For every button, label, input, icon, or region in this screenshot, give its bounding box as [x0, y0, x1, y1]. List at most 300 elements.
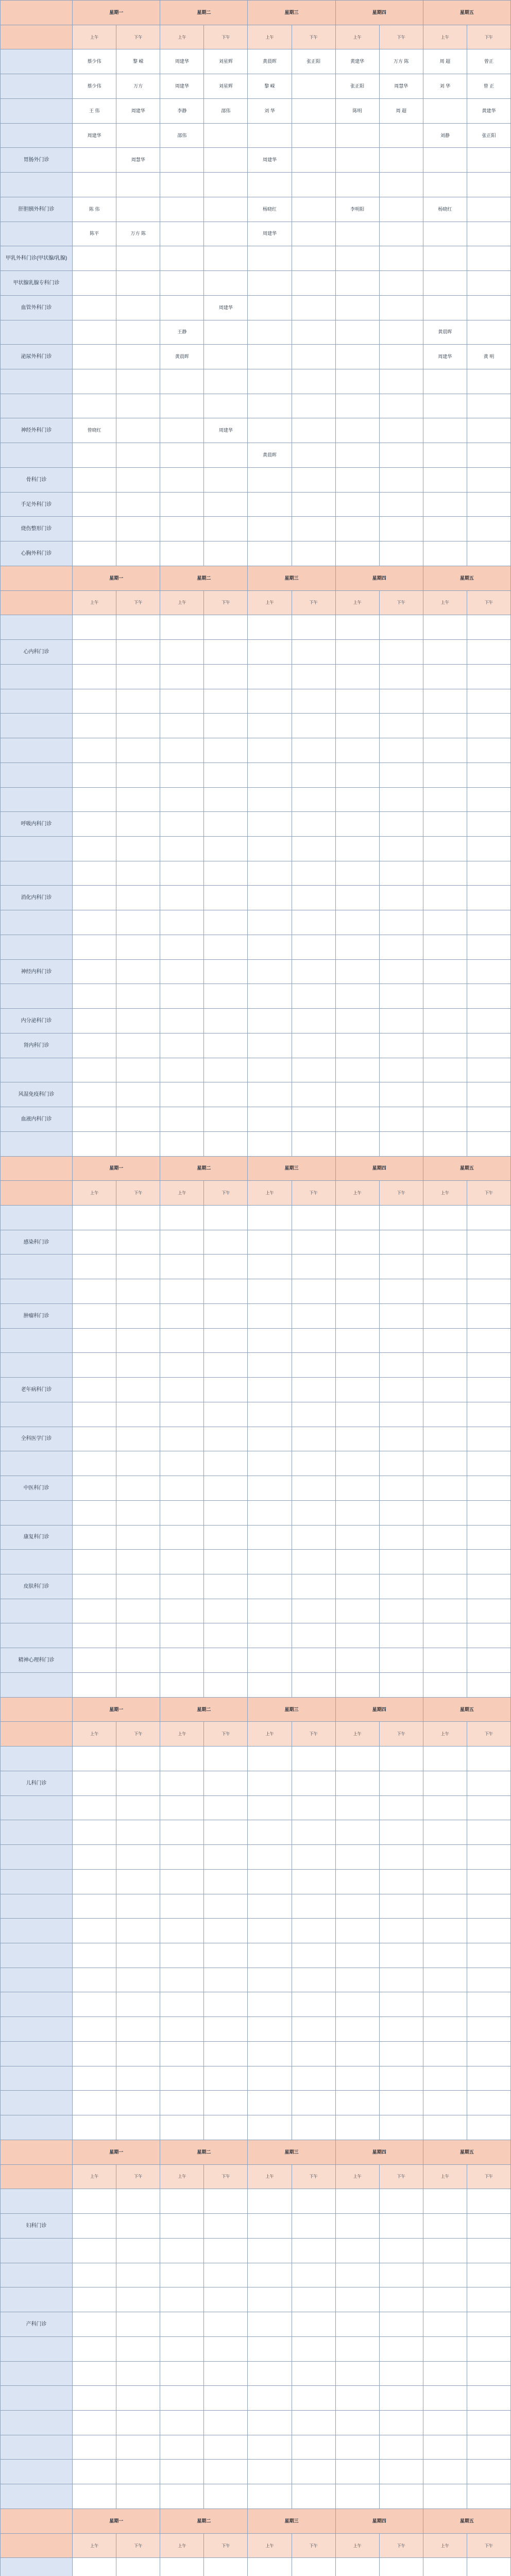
- doctor-cell: [292, 1082, 335, 1107]
- afternoon-header: 下午: [292, 1722, 335, 1747]
- doctor-cell: [160, 271, 204, 296]
- doctor-cell: [467, 2263, 510, 2287]
- doctor-cell: [379, 197, 423, 222]
- doctor-cell: [160, 640, 204, 665]
- doctor-cell: [204, 2214, 248, 2239]
- doctor-cell: [423, 541, 467, 566]
- table-row: [1, 1033, 511, 1058]
- doctor-cell: [160, 787, 204, 812]
- doctor-cell: [467, 197, 510, 222]
- doctor-cell: [204, 222, 248, 246]
- department-label: 精神心理科门诊: [1, 1648, 73, 1673]
- morning-header: 上午: [73, 1181, 116, 1206]
- department-label: [1, 2287, 73, 2312]
- table-row: [1, 1107, 511, 1132]
- department-label: [1, 2115, 73, 2140]
- doctor-cell: [116, 836, 160, 861]
- doctor-cell: [292, 1672, 335, 1697]
- doctor-cell: [248, 2263, 292, 2287]
- doctor-cell: [248, 1427, 292, 1451]
- doctor-cell: [335, 1672, 379, 1697]
- doctor-cell: [379, 1328, 423, 1353]
- doctor-cell: [379, 1353, 423, 1378]
- doctor-cell: [335, 1500, 379, 1525]
- doctor-cell: [116, 1451, 160, 1476]
- morning-header: 上午: [335, 1722, 379, 1747]
- doctor-cell: [116, 467, 160, 492]
- department-label: [1, 714, 73, 738]
- table-row: [1, 1599, 511, 1623]
- department-label: 心内科门诊: [1, 640, 73, 665]
- doctor-cell: [248, 2066, 292, 2091]
- doctor-cell: 王静: [160, 320, 204, 345]
- doctor-cell: [248, 2091, 292, 2115]
- doctor-cell: [467, 1672, 510, 1697]
- doctor-cell: [204, 1451, 248, 1476]
- doctor-cell: [204, 1058, 248, 1082]
- day-header: 星期二: [160, 566, 248, 590]
- morning-header: 上午: [248, 1722, 292, 1747]
- department-label: [1, 1968, 73, 1992]
- doctor-cell: [292, 2312, 335, 2337]
- doctor-cell: [248, 541, 292, 566]
- doctor-cell: [292, 148, 335, 173]
- doctor-cell: [423, 246, 467, 271]
- doctor-cell: [423, 2041, 467, 2066]
- doctor-cell: [335, 738, 379, 763]
- doctor-cell: [248, 615, 292, 640]
- doctor-cell: [73, 2263, 116, 2287]
- doctor-cell: [335, 2066, 379, 2091]
- doctor-cell: 黄晨晖: [248, 443, 292, 468]
- department-label: 全科医学门诊: [1, 1427, 73, 1451]
- doctor-cell: [335, 246, 379, 271]
- table-row: [1, 2263, 511, 2287]
- table-row: [1, 1869, 511, 1894]
- doctor-cell: [204, 738, 248, 763]
- morning-header: 上午: [248, 25, 292, 49]
- doctor-cell: [467, 935, 510, 959]
- doctor-cell: [335, 2484, 379, 2509]
- doctor-cell: [160, 1672, 204, 1697]
- doctor-cell: [467, 1082, 510, 1107]
- doctor-cell: [116, 1845, 160, 1870]
- doctor-cell: [248, 1131, 292, 1156]
- day-header: 星期一: [73, 1697, 160, 1722]
- day-header: 星期四: [335, 1697, 423, 1722]
- doctor-cell: [204, 443, 248, 468]
- doctor-cell: [379, 1255, 423, 1279]
- doctor-cell: [248, 2287, 292, 2312]
- department-label: 中医科门诊: [1, 1476, 73, 1501]
- day-header: 星期一: [73, 566, 160, 590]
- day-header: 星期四: [335, 2140, 423, 2164]
- day-header-row: [1, 1156, 511, 1181]
- doctor-cell: 万方 陈: [116, 222, 160, 246]
- doctor-cell: [379, 2263, 423, 2287]
- doctor-cell: [335, 2558, 379, 2576]
- department-label: [1, 74, 73, 99]
- department-label: [1, 1672, 73, 1697]
- doctor-cell: [467, 2460, 510, 2484]
- doctor-cell: [379, 1845, 423, 1870]
- doctor-cell: [423, 2263, 467, 2287]
- table-row: [1, 1279, 511, 1304]
- afternoon-header: 下午: [204, 25, 248, 49]
- doctor-cell: [73, 1599, 116, 1623]
- doctor-cell: [379, 2336, 423, 2361]
- doctor-cell: [292, 1107, 335, 1132]
- doctor-cell: [335, 1328, 379, 1353]
- doctor-cell: [204, 1303, 248, 1328]
- doctor-cell: [248, 2558, 292, 2576]
- doctor-cell: [116, 640, 160, 665]
- doctor-cell: [423, 1869, 467, 1894]
- day-header: 星期一: [73, 2140, 160, 2164]
- doctor-cell: [423, 222, 467, 246]
- doctor-cell: [73, 2287, 116, 2312]
- doctor-cell: [160, 394, 204, 418]
- doctor-cell: [292, 345, 335, 369]
- doctor-cell: [116, 2189, 160, 2214]
- department-label: [1, 320, 73, 345]
- doctor-cell: [423, 1845, 467, 1870]
- department-label: [1, 173, 73, 197]
- doctor-cell: [379, 443, 423, 468]
- doctor-cell: [73, 1476, 116, 1501]
- doctor-cell: [204, 1402, 248, 1427]
- doctor-cell: [335, 1623, 379, 1648]
- doctor-cell: [292, 861, 335, 886]
- doctor-cell: [467, 2214, 510, 2239]
- doctor-cell: [204, 1328, 248, 1353]
- doctor-cell: [467, 640, 510, 665]
- doctor-cell: [116, 1525, 160, 1550]
- doctor-cell: [73, 2460, 116, 2484]
- doctor-cell: 周建华: [423, 345, 467, 369]
- doctor-cell: [248, 1476, 292, 1501]
- doctor-cell: [379, 1771, 423, 1795]
- doctor-cell: [423, 2410, 467, 2435]
- doctor-cell: [467, 2484, 510, 2509]
- doctor-cell: [335, 1378, 379, 1402]
- doctor-cell: [116, 369, 160, 394]
- doctor-cell: [248, 812, 292, 837]
- doctor-cell: [467, 394, 510, 418]
- table-row: [1, 1968, 511, 1992]
- doctor-cell: [160, 492, 204, 517]
- doctor-cell: [248, 664, 292, 689]
- doctor-cell: [116, 1550, 160, 1574]
- doctor-cell: [116, 1476, 160, 1501]
- doctor-cell: [335, 1303, 379, 1328]
- doctor-cell: [248, 1525, 292, 1550]
- department-label: 感染科门诊: [1, 1230, 73, 1255]
- doctor-cell: [335, 148, 379, 173]
- doctor-cell: [160, 418, 204, 443]
- department-label: [1, 2091, 73, 2115]
- doctor-cell: [160, 222, 204, 246]
- doctor-cell: [292, 320, 335, 345]
- doctor-cell: [467, 2189, 510, 2214]
- doctor-cell: [423, 2017, 467, 2042]
- doctor-cell: 周慧华: [116, 148, 160, 173]
- doctor-cell: [379, 123, 423, 148]
- doctor-cell: [423, 1795, 467, 1820]
- doctor-cell: [335, 1550, 379, 1574]
- table-row: [1, 492, 511, 517]
- doctor-cell: [248, 1353, 292, 1378]
- doctor-cell: [292, 787, 335, 812]
- doctor-cell: [467, 714, 510, 738]
- morning-header: 上午: [248, 590, 292, 615]
- table-row: [1, 1943, 511, 1968]
- doctor-cell: [73, 2435, 116, 2460]
- doctor-cell: [467, 2558, 510, 2576]
- department-label: 风湿免疫科门诊: [1, 1082, 73, 1107]
- doctor-cell: [204, 271, 248, 296]
- doctor-cell: [467, 148, 510, 173]
- doctor-cell: 周建华: [204, 418, 248, 443]
- doctor-cell: [73, 1131, 116, 1156]
- doctor-cell: [160, 2410, 204, 2435]
- doctor-cell: [379, 861, 423, 886]
- doctor-cell: [116, 123, 160, 148]
- doctor-cell: [160, 197, 204, 222]
- doctor-cell: [204, 1992, 248, 2017]
- morning-header: 上午: [248, 2164, 292, 2189]
- doctor-cell: [467, 1795, 510, 1820]
- doctor-cell: [73, 812, 116, 837]
- doctor-cell: [204, 2558, 248, 2576]
- doctor-cell: [335, 492, 379, 517]
- doctor-cell: [204, 2238, 248, 2263]
- doctor-cell: [73, 1082, 116, 1107]
- doctor-cell: [292, 984, 335, 1009]
- doctor-cell: [379, 886, 423, 910]
- doctor-cell: [204, 1476, 248, 1501]
- doctor-cell: [204, 1205, 248, 1230]
- doctor-cell: [204, 1574, 248, 1599]
- doctor-cell: [379, 517, 423, 541]
- doctor-cell: [160, 369, 204, 394]
- table-row: [1, 1303, 511, 1328]
- doctor-cell: [204, 1353, 248, 1378]
- doctor-cell: [467, 1919, 510, 1943]
- doctor-cell: [379, 295, 423, 320]
- doctor-cell: [467, 222, 510, 246]
- department-label: [1, 935, 73, 959]
- doctor-cell: [204, 984, 248, 1009]
- doctor-cell: [204, 1378, 248, 1402]
- afternoon-header: 下午: [116, 1722, 160, 1747]
- doctor-cell: [379, 1427, 423, 1451]
- doctor-cell: [292, 2435, 335, 2460]
- doctor-cell: [160, 2386, 204, 2411]
- doctor-cell: [423, 1279, 467, 1304]
- afternoon-header: 下午: [292, 2533, 335, 2558]
- doctor-cell: [423, 959, 467, 984]
- doctor-cell: [467, 1943, 510, 1968]
- day-header: 星期五: [423, 566, 510, 590]
- doctor-cell: 刘 华: [248, 98, 292, 123]
- doctor-cell: [467, 443, 510, 468]
- doctor-cell: [160, 1451, 204, 1476]
- doctor-cell: [204, 1255, 248, 1279]
- doctor-cell: [204, 197, 248, 222]
- doctor-cell: [116, 197, 160, 222]
- doctor-cell: [116, 959, 160, 984]
- table-row: [1, 222, 511, 246]
- doctor-cell: [467, 2017, 510, 2042]
- department-label: 内分泌科门诊: [1, 1009, 73, 1033]
- table-row: [1, 320, 511, 345]
- doctor-cell: [116, 394, 160, 418]
- doctor-cell: [467, 1279, 510, 1304]
- table-row: [1, 2336, 511, 2361]
- table-row: [1, 1230, 511, 1255]
- doctor-cell: [73, 148, 116, 173]
- doctor-cell: [160, 2189, 204, 2214]
- doctor-cell: [204, 1919, 248, 1943]
- doctor-cell: [423, 1919, 467, 1943]
- doctor-cell: [379, 2066, 423, 2091]
- doctor-cell: [292, 1255, 335, 1279]
- doctor-cell: [160, 714, 204, 738]
- doctor-cell: [335, 640, 379, 665]
- doctor-cell: [248, 935, 292, 959]
- doctor-cell: [73, 1574, 116, 1599]
- doctor-cell: [160, 1427, 204, 1451]
- doctor-cell: [73, 345, 116, 369]
- doctor-cell: [467, 1009, 510, 1033]
- doctor-cell: [160, 2312, 204, 2337]
- half-day-header-row: [1, 2164, 511, 2189]
- doctor-cell: [379, 222, 423, 246]
- doctor-cell: [248, 1599, 292, 1623]
- doctor-cell: [116, 2214, 160, 2239]
- doctor-cell: [116, 1943, 160, 1968]
- doctor-cell: [423, 418, 467, 443]
- department-label: [1, 1205, 73, 1230]
- doctor-cell: 邵伟: [160, 123, 204, 148]
- doctor-cell: [204, 1623, 248, 1648]
- doctor-cell: [423, 1427, 467, 1451]
- doctor-cell: [116, 1894, 160, 1919]
- doctor-cell: [379, 1205, 423, 1230]
- table-row: [1, 714, 511, 738]
- table-row: [1, 369, 511, 394]
- doctor-cell: [73, 1795, 116, 1820]
- header-corner: [1, 566, 73, 590]
- doctor-cell: [292, 2017, 335, 2042]
- doctor-cell: [204, 369, 248, 394]
- doctor-cell: [467, 1894, 510, 1919]
- header-corner: [1, 2164, 73, 2189]
- doctor-cell: [379, 1869, 423, 1894]
- doctor-cell: [204, 1795, 248, 1820]
- doctor-cell: [204, 2361, 248, 2386]
- doctor-cell: [423, 1107, 467, 1132]
- doctor-cell: [292, 1869, 335, 1894]
- doctor-cell: [248, 1672, 292, 1697]
- department-label: [1, 664, 73, 689]
- doctor-cell: [160, 1574, 204, 1599]
- doctor-cell: [467, 1451, 510, 1476]
- doctor-cell: [335, 1574, 379, 1599]
- doctor-cell: 陈平: [73, 222, 116, 246]
- doctor-cell: [379, 714, 423, 738]
- doctor-cell: [116, 320, 160, 345]
- afternoon-header: 下午: [379, 2533, 423, 2558]
- doctor-cell: [204, 1230, 248, 1255]
- doctor-cell: [335, 123, 379, 148]
- doctor-cell: [335, 1894, 379, 1919]
- doctor-cell: [116, 886, 160, 910]
- doctor-cell: [248, 1919, 292, 1943]
- doctor-cell: [379, 984, 423, 1009]
- doctor-cell: [292, 1427, 335, 1451]
- doctor-cell: [204, 2115, 248, 2140]
- doctor-cell: [467, 664, 510, 689]
- doctor-cell: [423, 1894, 467, 1919]
- doctor-cell: [160, 1550, 204, 1574]
- department-label: [1, 2361, 73, 2386]
- table-row: [1, 1082, 511, 1107]
- doctor-cell: [423, 443, 467, 468]
- doctor-cell: [467, 517, 510, 541]
- morning-header: 上午: [73, 1722, 116, 1747]
- table-row: [1, 1009, 511, 1033]
- doctor-cell: [116, 1992, 160, 2017]
- doctor-cell: [423, 369, 467, 394]
- doctor-cell: [335, 1033, 379, 1058]
- doctor-cell: [292, 1820, 335, 1845]
- day-header: 星期三: [248, 2509, 335, 2533]
- table-row: [1, 615, 511, 640]
- day-header: 星期二: [160, 2509, 248, 2533]
- morning-header: 上午: [423, 25, 467, 49]
- doctor-cell: [292, 2189, 335, 2214]
- department-label: 甲状腺乳腺专科门诊: [1, 271, 73, 296]
- doctor-cell: [335, 714, 379, 738]
- doctor-cell: [116, 2410, 160, 2435]
- department-label: [1, 2410, 73, 2435]
- doctor-cell: [379, 1451, 423, 1476]
- table-row: [1, 74, 511, 99]
- doctor-cell: [335, 1943, 379, 1968]
- doctor-cell: [116, 271, 160, 296]
- doctor-cell: [423, 2460, 467, 2484]
- doctor-cell: [116, 2460, 160, 2484]
- afternoon-header: 下午: [116, 1181, 160, 1206]
- doctor-cell: [292, 197, 335, 222]
- afternoon-header: 下午: [204, 2164, 248, 2189]
- header-corner: [1, 2533, 73, 2558]
- doctor-cell: [116, 1205, 160, 1230]
- doctor-cell: [116, 2361, 160, 2386]
- table-row: [1, 910, 511, 935]
- header-corner: [1, 1722, 73, 1747]
- table-row: [1, 2460, 511, 2484]
- department-label: 胃肠外门诊: [1, 148, 73, 173]
- doctor-cell: [73, 1353, 116, 1378]
- doctor-cell: [73, 1303, 116, 1328]
- doctor-cell: [379, 492, 423, 517]
- department-label: [1, 787, 73, 812]
- table-row: [1, 1771, 511, 1795]
- department-label: [1, 2558, 73, 2576]
